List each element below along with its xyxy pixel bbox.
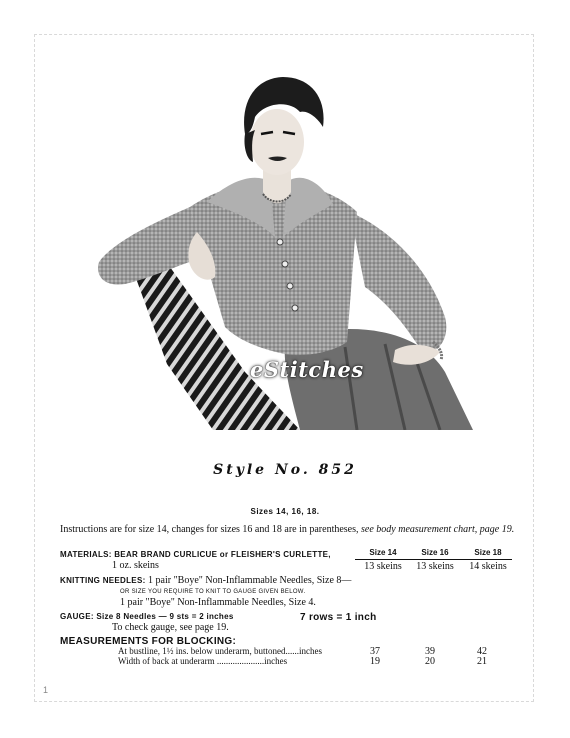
gauge-check: To check gauge, see page 19. <box>112 622 229 633</box>
back-size-14: 19 <box>370 656 380 667</box>
page-number: 1 <box>43 685 49 695</box>
materials-row <box>60 549 331 560</box>
measurements-label: MEASUREMENTS FOR BLOCKING: <box>60 636 237 647</box>
skeins-size-16: 13 skeins <box>416 561 454 572</box>
gauge-label: GAUGE: <box>60 612 94 621</box>
watermark: eStitches <box>250 357 364 382</box>
size-header-18: Size 18 <box>474 548 502 557</box>
intro-text: Instructions are for size 14, changes for sizes 16 and 18 are in parentheses, <box>60 524 359 535</box>
skeins-size-14: 13 skeins <box>364 561 402 572</box>
materials-unit: 1 oz. skeins <box>112 560 159 571</box>
skeins-size-18: 14 skeins <box>469 561 507 572</box>
intro-paragraph <box>60 524 516 535</box>
back-size-18: 21 <box>477 656 487 667</box>
needles-line-1: 1 pair "Boye" Non-Inflammable Needles, Size 8— <box>148 575 352 586</box>
materials-label: MATERIALS: <box>60 550 112 559</box>
style-title: Style No. 852 <box>213 462 357 478</box>
gauge-rows: 7 rows = 1 inch <box>300 612 377 623</box>
bustline-size-18: 42 <box>477 646 487 657</box>
size-header-14: Size 14 <box>369 548 397 557</box>
needles-line-2: OR SIZE YOU REQUIRE TO KNIT TO GAUGE GIVEN BELOW. <box>120 589 306 595</box>
gauge-stitches: Size 8 Needles — 9 sts = 2 inches <box>96 612 234 621</box>
measurement-back-label: Width of back at underarm .....................inches <box>118 656 288 666</box>
bustline-size-16: 39 <box>425 646 435 657</box>
bustline-size-14: 37 <box>370 646 380 657</box>
table-header-rule <box>355 559 512 560</box>
needles-label: KNITTING NEEDLES: <box>60 576 146 585</box>
measurement-bustline-label: At bustline, 1½ ins. below underarm, buttoned......inches <box>118 646 322 656</box>
intro-chart-reference: see body measurement chart, page 19. <box>361 524 515 535</box>
materials-yarn: BEAR BRAND CURLICUE or FLEISHER'S CURLETTE, <box>114 550 331 559</box>
sizes-line: Sizes 14, 16, 18. <box>250 507 320 516</box>
size-header-16: Size 16 <box>421 548 449 557</box>
gauge-row <box>60 611 234 622</box>
needles-row <box>60 575 351 586</box>
back-size-16: 20 <box>425 656 435 667</box>
needles-line-3: 1 pair "Boye" Non-Inflammable Needles, Size 4. <box>120 597 316 608</box>
